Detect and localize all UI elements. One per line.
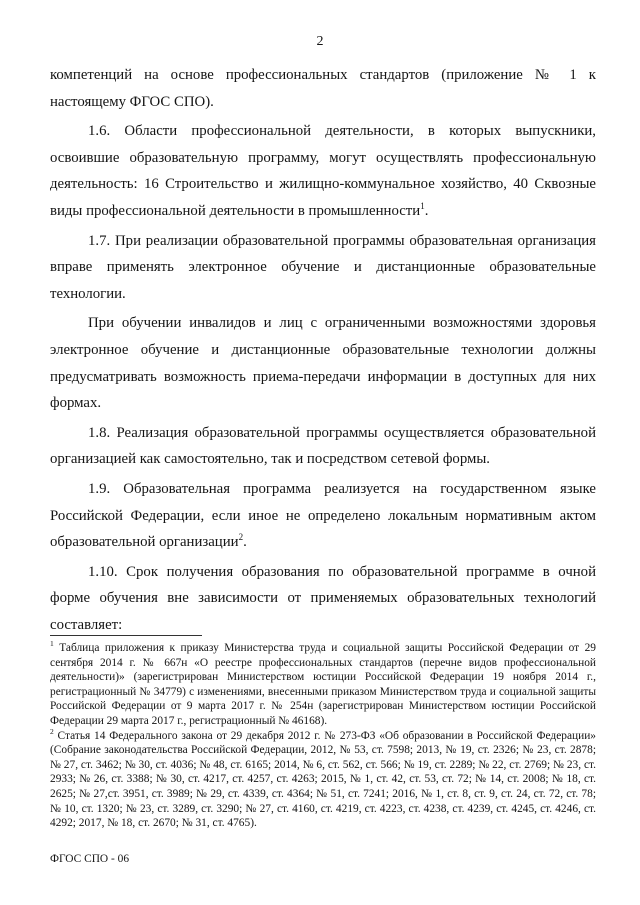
paragraph-text: 1.6. Области профессиональной деятельности, в которых выпускники, освоившие образовательную программу, могут осуществлять профессиональную деятельность: 16 Строительство и жилищно-коммунальное хозяйство, 40 Сквозные виды профессиональной деятельности в промышленности <box>50 123 596 219</box>
footnote-text: Статья 14 Федерального закона от 29 декабря 2012 г. № 273-ФЗ «Об образовании в Российской Федерации» (Собрание законодательства Российской Федерации, 2012, № 53, ст. 7598; 2013, № 19, ст. 2326; № 23, ст. 2878; № 27, ст. 3462; № 30, ст. 4036; № 48, ст. 6165; 2014, № 6, ст. 562, ст. 566; № 19, ст. 2289; № 22, ст. 2769; № 23, ст. 2933; № 26, ст. 3388; № 30, ст. 4217, ст. 4257, ст. 4263; 2015, № 1, ст. 42, ст. 53, ст. 72; № 14, ст. 2008; № 18, ст. 2625; № 27,ст. 3951, ст. 3989; № 29, ст. 4339, ст. 4364; № 51, ст. 7241; 2016, № 1, ст. 8, ст. 9, ст. 24, ст. 72, ст. 78; № 10, ст. 1320; № 23, ст. 3289, ст. 3290; № 27, ст. 4160, ст. 4219, ст. 4223, ст. 4238, ст. 4239, ст. 4245, ст. 4246, ст. 4292; 2017, № 18, ст. 2670; № 31, ст. 4765). <box>50 729 596 830</box>
footnote-divider <box>50 635 202 636</box>
footnote-ref-1: 1 <box>420 201 425 212</box>
paragraph-tail: . <box>243 534 247 551</box>
footnotes <box>50 641 596 831</box>
paragraph-continuation: компетенций на основе профессиональных стандартов (приложение № 1 к настоящему ФГОС СПО). <box>50 67 596 110</box>
footnote-mark: 1 <box>50 639 54 649</box>
paragraph-1-6 <box>50 118 596 224</box>
paragraph-1-9 <box>50 476 596 556</box>
paragraph-1-10: 1.10. Срок получения образования по образовательной программе в очной форме обучения вне зависимости от применяемых образовательных технологий составляет: <box>50 563 596 633</box>
paragraph-1-7: 1.7. При реализации образовательной программы образовательная организация вправе применять электронное обучение и дистанционные образовательные технологии. <box>50 232 596 302</box>
footnote-ref-2: 2 <box>238 532 244 543</box>
paragraph-1-8: 1.8. Реализация образовательной программы осуществляется образовательной организацией как самостоятельно, так и посредством сетевой формы. <box>50 424 596 468</box>
paragraph-text: 1.9. Образовательная программа реализуется на государственном языке Российской Федерации, если иное не определено локальным нормативным актом образовательной организации <box>50 480 596 551</box>
footnote-text: Таблица приложения к приказу Министерства труда и социальной защиты Российской Федерации от 29 сентября 2014 г. № 667н «О реестре профессиональных стандартов (перечне видов профессиональной деятельности)» (зарегистрирован Министерством юстиции Российской Федерации 19 ноября 2014 г., регистрационный № 34779) с изменениями, внесенными приказом Министерством труда и социальной защиты Российской Федерации от 9 марта 2017 г. № 254н (зарегистрирован Министерством юстиции Российской Федерации 29 марта 2017 г., регистрационный № 46168). <box>50 642 596 727</box>
document-code: ФГОС СПО - 06 <box>50 853 130 865</box>
document-body <box>50 62 596 641</box>
footnote-2 <box>50 726 596 831</box>
paragraph-disabled-learners: При обучении инвалидов и лиц с ограниченными возможностями здоровья электронное обучение и дистанционные образовательные технологии должны предусматривать возможность приема-передачи информации в доступных для них формах. <box>50 315 596 412</box>
page-number: 2 <box>316 34 324 49</box>
footnote-1 <box>50 641 596 729</box>
paragraph-tail: . <box>424 202 429 219</box>
footnote-mark: 2 <box>50 726 54 736</box>
